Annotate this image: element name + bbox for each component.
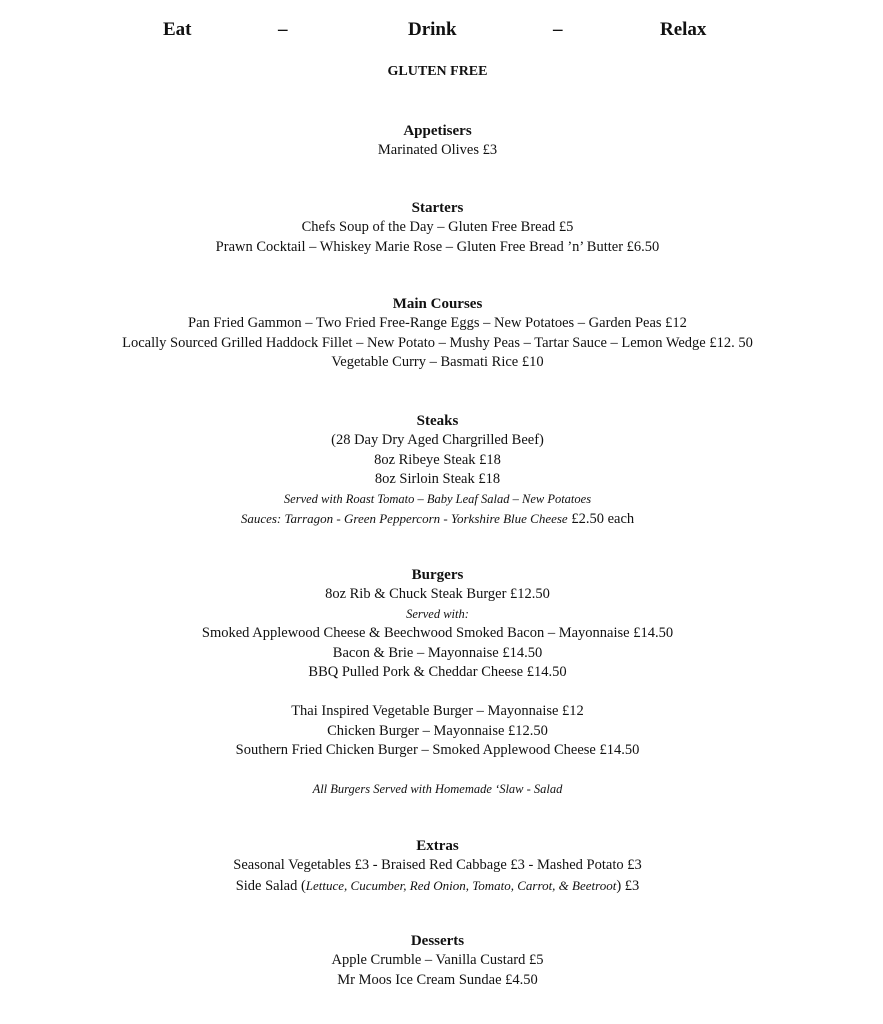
- tagline-eat: Eat: [163, 19, 192, 40]
- sauces-price: £2.50 each: [571, 511, 635, 527]
- section-desserts: [0, 931, 875, 990]
- section-main-courses: [0, 294, 875, 373]
- menu-item: Vegetable Curry – Basmati Rice £10: [331, 354, 544, 370]
- section-subtitle: (28 Day Dry Aged Chargrilled Beef): [331, 432, 544, 448]
- sauces-list: Sauces: Tarragon - Green Peppercorn - Yorkshire Blue Cheese: [240, 511, 568, 526]
- side-salad-contents: Lettuce, Cucumber, Red Onion, Tomato, Carrot, & Beetroot: [305, 877, 617, 893]
- menu-item: Bacon & Brie – Mayonnaise £14.50: [332, 644, 543, 661]
- section-extras: [0, 836, 875, 896]
- section-appetisers: [0, 121, 875, 161]
- section-heading: Desserts: [410, 933, 465, 949]
- menu-item: BBQ Pulled Pork & Cheddar Cheese £14.50: [308, 664, 567, 680]
- section-heading: Main Courses: [392, 296, 483, 312]
- menu-item: 8oz Rib & Chuck Steak Burger £12.50: [325, 586, 550, 602]
- sauces-line: [0, 509, 875, 530]
- menu-item: Apple Crumble – Vanilla Custard £5: [331, 952, 544, 968]
- menu-item: Locally Sourced Grilled Haddock Fillet – New Potato – Mushy Peas – Tartar Sauce – Lemon Wedge £12. 50: [122, 334, 753, 351]
- menu-item: 8oz Ribeye Steak £18: [374, 451, 501, 468]
- menu-item: 8oz Sirloin Steak £18: [374, 471, 501, 487]
- served-with-note: Served with Roast Tomato – Baby Leaf Salad – New Potatoes: [283, 491, 592, 506]
- tagline-relax: Relax: [660, 19, 707, 40]
- section-starters: [0, 198, 875, 257]
- burgers-note: All Burgers Served with Homemade ‘Slaw - Salad: [312, 782, 563, 796]
- section-heading: Appetisers: [403, 123, 472, 139]
- menu-item: Mr Moos Ice Cream Sundae £4.50: [337, 971, 538, 988]
- side-salad-price: ) £3: [616, 877, 640, 894]
- tagline: [0, 19, 883, 45]
- section-burgers: [0, 565, 875, 800]
- menu-item: Chicken Burger – Mayonnaise £12.50: [327, 722, 548, 739]
- menu-item: Pan Fried Gammon – Two Fried Free-Range Eggs – New Potatoes – Garden Peas £12: [188, 315, 687, 331]
- section-steaks: [0, 411, 875, 530]
- menu-item: Seasonal Vegetables £3 - Braised Red Cabbage £3 - Mashed Potato £3: [233, 857, 642, 873]
- menu-item: Southern Fried Chicken Burger – Smoked Applewood Cheese £14.50: [235, 742, 640, 758]
- menu-item: Marinated Olives £3: [377, 142, 498, 158]
- tagline-drink: Drink: [408, 19, 457, 40]
- tagline-dash: –: [553, 19, 563, 40]
- section-heading: Burgers: [411, 567, 464, 583]
- tagline-dash: –: [278, 19, 288, 40]
- menu-title: GLUTEN FREE: [387, 64, 488, 79]
- menu-item: [0, 876, 875, 897]
- menu-item: Prawn Cocktail – Whiskey Marie Rose – Gluten Free Bread ’n’ Butter £6.50: [215, 238, 660, 255]
- section-heading: Steaks: [416, 413, 459, 429]
- menu-item: Chefs Soup of the Day – Gluten Free Bread £5: [301, 219, 574, 235]
- side-salad-label: Side Salad (: [235, 877, 306, 894]
- served-with-label: Served with:: [406, 606, 469, 621]
- menu-item: Smoked Applewood Cheese & Beechwood Smoked Bacon – Mayonnaise £14.50: [201, 625, 674, 641]
- section-heading: Extras: [416, 838, 459, 854]
- section-heading: Starters: [411, 200, 464, 216]
- menu-item: Thai Inspired Vegetable Burger – Mayonnaise £12: [291, 703, 584, 719]
